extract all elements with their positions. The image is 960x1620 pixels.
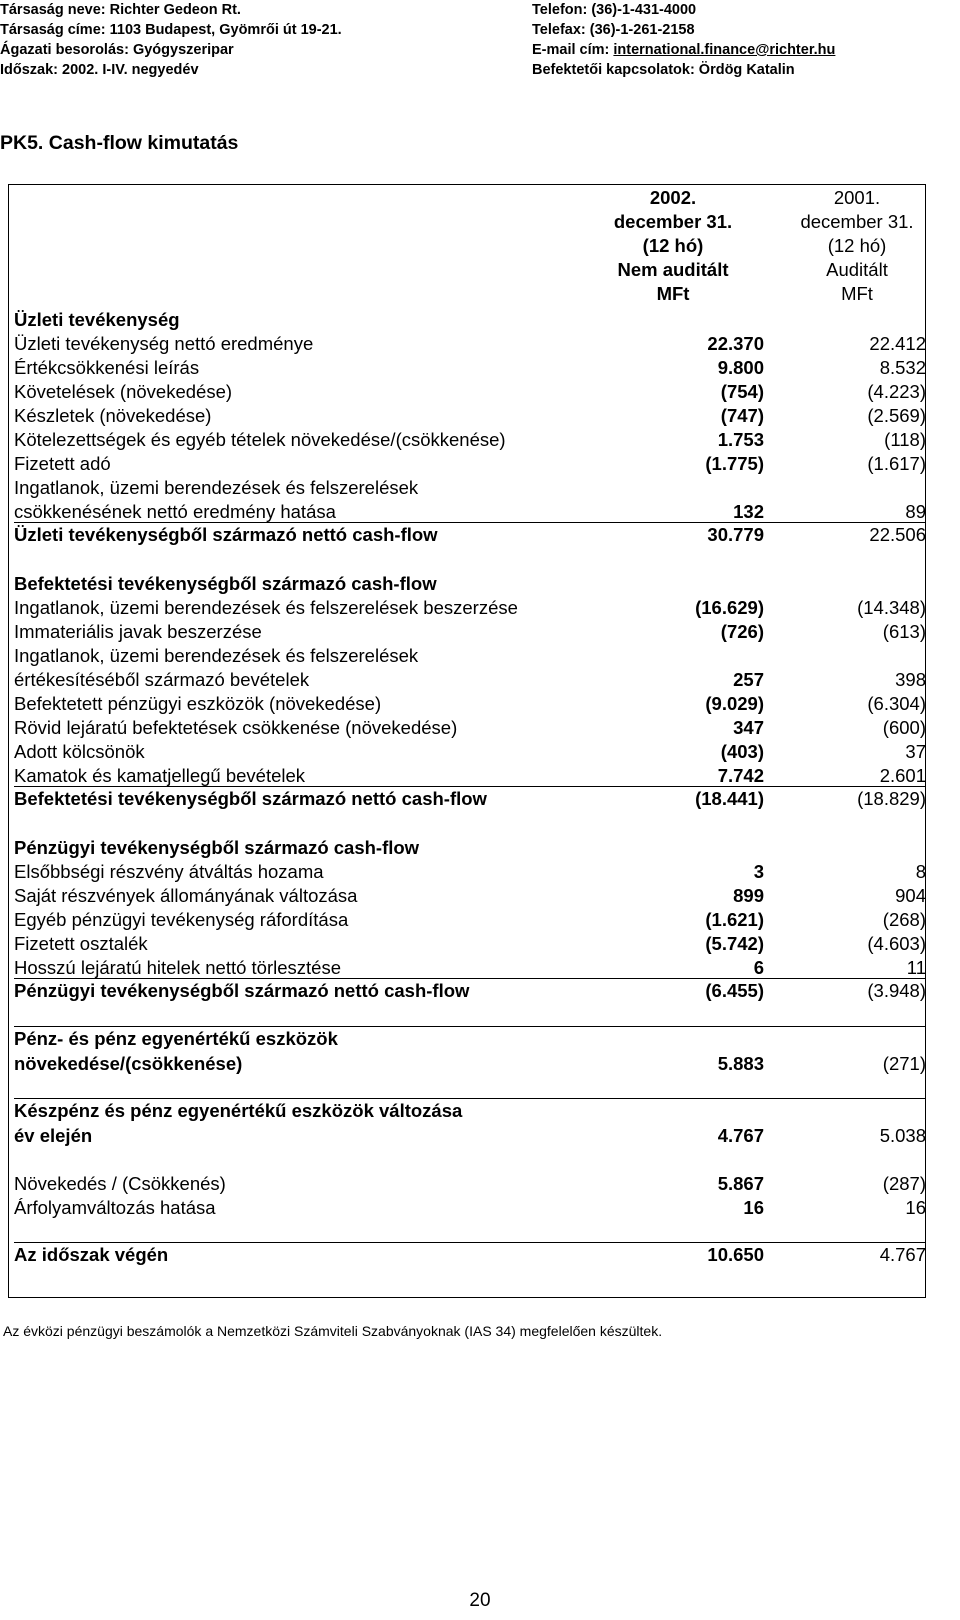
value-2002: (16.629) xyxy=(695,597,764,618)
table-row xyxy=(14,764,926,788)
table-row xyxy=(14,1052,926,1076)
value-2002: 30.779 xyxy=(707,524,764,545)
table-row xyxy=(14,572,926,596)
table-row xyxy=(14,1172,926,1196)
table-row xyxy=(14,1026,926,1051)
value-2001: 16 xyxy=(905,1197,926,1218)
company-address: Társaság címe: 1103 Budapest, Gyömrői út 19-21. xyxy=(0,22,342,38)
table-row xyxy=(14,428,926,452)
row-label: Pénz- és pénz egyenértékű eszközök xyxy=(14,1028,338,1049)
table-row xyxy=(14,380,926,404)
row-label: Kötelezettségek és egyéb tételek növekedése/(csökkenése) xyxy=(14,429,506,450)
table-row xyxy=(14,452,926,476)
table-row xyxy=(14,692,926,716)
value-2002: 132 xyxy=(733,501,764,522)
table-row xyxy=(14,740,926,764)
table-row xyxy=(14,1242,926,1267)
value-2001: (613) xyxy=(882,621,926,642)
value-2001: 398 xyxy=(895,669,926,690)
value-2002: 5.883 xyxy=(717,1053,764,1074)
table-row xyxy=(14,884,926,908)
row-label: Árfolyamváltozás hatása xyxy=(14,1197,216,1218)
table-row xyxy=(14,522,926,547)
phone: Telefon: (36)-1-431-4000 xyxy=(532,2,697,18)
table-row xyxy=(14,476,926,500)
table-row xyxy=(14,932,926,956)
row-label: Hosszú lejáratú hitelek nettó törlesztése xyxy=(14,957,342,978)
col-2002-audit: Nem auditált xyxy=(617,259,729,280)
table-row xyxy=(14,332,926,356)
value-2002: (726) xyxy=(720,621,764,642)
value-2002: 899 xyxy=(733,885,764,906)
col-2002-unit: MFt xyxy=(656,283,690,304)
row-label: Üzleti tevékenység nettó eredménye xyxy=(14,333,314,354)
email-line xyxy=(532,40,835,60)
value-2001: 4.767 xyxy=(879,1244,926,1265)
industry: Ágazati besorolás: Gyógyszeripar xyxy=(0,42,234,58)
col-2001-date: december 31. xyxy=(800,211,914,232)
company-name: Társaság neve: Richter Gedeon Rt. xyxy=(0,2,241,18)
value-2002: (18.441) xyxy=(695,788,764,809)
row-label: Befektetési tevékenységből származó nettó cash-flow xyxy=(14,788,487,809)
value-2002: (6.455) xyxy=(705,980,764,1001)
row-label: Immateriális javak beszerzése xyxy=(14,621,262,642)
value-2002: 4.767 xyxy=(717,1125,764,1146)
value-2002: (747) xyxy=(720,405,764,426)
value-2001: 89 xyxy=(905,501,926,522)
page-title: PK5. Cash-flow kimutatás xyxy=(0,132,239,154)
company-info xyxy=(0,0,342,80)
value-2002: 347 xyxy=(733,717,764,738)
value-2001: 8 xyxy=(915,861,926,882)
value-2001: 22.506 xyxy=(869,524,926,545)
col-2002-date: december 31. xyxy=(613,211,733,232)
value-2002: (9.029) xyxy=(705,693,764,714)
value-2001: 11 xyxy=(906,957,926,978)
value-2002: 257 xyxy=(733,669,764,690)
col-2002-months: (12 hó) xyxy=(642,235,704,256)
value-2001: 5.038 xyxy=(879,1125,926,1146)
value-2002: (1.775) xyxy=(705,453,764,474)
row-label: értékesítéséből származó bevételek xyxy=(14,669,310,690)
table-row xyxy=(14,786,926,811)
value-2001: (271) xyxy=(882,1053,926,1074)
table-row xyxy=(14,978,926,1003)
row-label: Pénzügyi tevékenységből származó nettó cash-flow xyxy=(14,980,470,1001)
row-label: év elején xyxy=(14,1125,93,1146)
col-2001-months: (12 hó) xyxy=(827,235,887,256)
table-row xyxy=(14,500,926,524)
col-2001-audit: Auditált xyxy=(826,259,888,280)
footnote: Az évközi pénzügyi beszámolók a Nemzetközi Számviteli Szabványoknak (IAS 34) megfelelően készültek. xyxy=(3,1323,663,1339)
table-row xyxy=(14,908,926,932)
value-2001: 2.601 xyxy=(879,765,926,786)
table-row xyxy=(14,404,926,428)
fax: Telefax: (36)-1-261-2158 xyxy=(532,22,695,38)
value-2001: (6.304) xyxy=(867,693,926,714)
row-label: Rövid lejáratú befektetések csökkenése (növekedése) xyxy=(14,717,458,738)
col-2001-unit: MFt xyxy=(841,283,873,304)
row-label: Pénzügyi tevékenységből származó cash-flow xyxy=(14,837,420,858)
column-header-2001 xyxy=(784,186,930,306)
row-label: Egyéb pénzügyi tevékenység ráfordítása xyxy=(14,909,349,930)
table-row xyxy=(14,644,926,668)
table-row xyxy=(14,1124,926,1148)
period: Időszak: 2002. I-IV. negyedév xyxy=(0,62,199,78)
value-2002: (754) xyxy=(720,381,764,402)
table-row xyxy=(14,956,926,980)
value-2002: 10.650 xyxy=(707,1244,764,1265)
row-label: Ingatlanok, üzemi berendezések és felszerelések beszerzése xyxy=(14,597,518,618)
row-label: növekedése/(csökkenése) xyxy=(14,1053,243,1074)
row-label: Értékcsökkenési leírás xyxy=(14,357,200,378)
email-label: E-mail cím: xyxy=(532,42,614,58)
row-label: Elsőbbségi részvény átváltás hozama xyxy=(14,861,324,882)
row-label: Követelések (növekedése) xyxy=(14,381,233,402)
value-2001: (4.223) xyxy=(867,381,926,402)
value-2002: 1.753 xyxy=(717,429,764,450)
col-2002-year: 2002. xyxy=(649,187,697,208)
row-label: Készpénz és pénz egyenértékű eszközök változása xyxy=(14,1100,463,1121)
value-2001: (14.348) xyxy=(857,597,926,618)
table-row xyxy=(14,356,926,380)
row-label: Kamatok és kamatjellegű bevételek xyxy=(14,765,306,786)
value-2002: (5.742) xyxy=(705,933,764,954)
row-label: Fizetett osztalék xyxy=(14,933,148,954)
row-label: Saját részvények állományának változása xyxy=(14,885,358,906)
row-label: Üzleti tevékenységből származó nettó cash-flow xyxy=(14,524,438,545)
value-2002: 16 xyxy=(743,1197,764,1218)
row-label: Üzleti tevékenység xyxy=(14,309,180,330)
row-label: Készletek (növekedése) xyxy=(14,405,212,426)
email-link[interactable]: international.finance@richter.hu xyxy=(613,42,836,58)
value-2001: (1.617) xyxy=(867,453,926,474)
table-row xyxy=(14,596,926,620)
value-2001: (4.603) xyxy=(867,933,926,954)
value-2001: (600) xyxy=(882,717,926,738)
row-label: Ingatlanok, üzemi berendezések és felszerelések xyxy=(14,645,419,666)
table-row xyxy=(14,1196,926,1220)
value-2001: 8.532 xyxy=(879,357,926,378)
value-2001: 37 xyxy=(905,741,926,762)
row-label: Az időszak végén xyxy=(14,1244,169,1265)
value-2001: 22.412 xyxy=(869,333,926,354)
value-2002: 22.370 xyxy=(707,333,764,354)
value-2001: (118) xyxy=(884,429,926,450)
value-2001: (3.948) xyxy=(867,980,926,1001)
page-number: 20 xyxy=(469,1590,491,1611)
value-2002: 5.867 xyxy=(717,1173,764,1194)
table-row xyxy=(14,1098,926,1123)
table-row xyxy=(14,308,926,332)
value-2002: 7.742 xyxy=(717,765,764,786)
row-label: Befektetett pénzügyi eszközök (növekedése) xyxy=(14,693,382,714)
row-label: Ingatlanok, üzemi berendezések és felszerelések xyxy=(14,477,419,498)
value-2001: (287) xyxy=(882,1173,926,1194)
row-label: Befektetési tevékenységből származó cash-flow xyxy=(14,573,437,594)
contact-info xyxy=(532,0,835,80)
value-2001: 904 xyxy=(895,885,926,906)
row-label: Fizetett adó xyxy=(14,453,111,474)
table-row xyxy=(14,860,926,884)
value-2001: (18.829) xyxy=(857,788,926,809)
table-row xyxy=(14,836,926,860)
value-2002: (1.621) xyxy=(705,909,764,930)
table-row xyxy=(14,620,926,644)
value-2001: (268) xyxy=(882,909,926,930)
value-2002: 9.800 xyxy=(717,357,764,378)
table-row xyxy=(14,668,926,692)
row-label: csökkenésének nettó eredmény hatása xyxy=(14,501,336,522)
col-2001-year: 2001. xyxy=(833,187,881,208)
investor-relations: Befektetői kapcsolatok: Ördög Katalin xyxy=(532,62,795,78)
table-row xyxy=(14,716,926,740)
value-2001: (2.569) xyxy=(867,405,926,426)
value-2002: (403) xyxy=(720,741,764,762)
row-label: Adott kölcsönök xyxy=(14,741,145,762)
column-header-2002 xyxy=(600,186,746,306)
value-2002: 3 xyxy=(753,861,764,882)
row-label: Növekedés / (Csökkenés) xyxy=(14,1173,226,1194)
value-2002: 6 xyxy=(753,957,764,978)
